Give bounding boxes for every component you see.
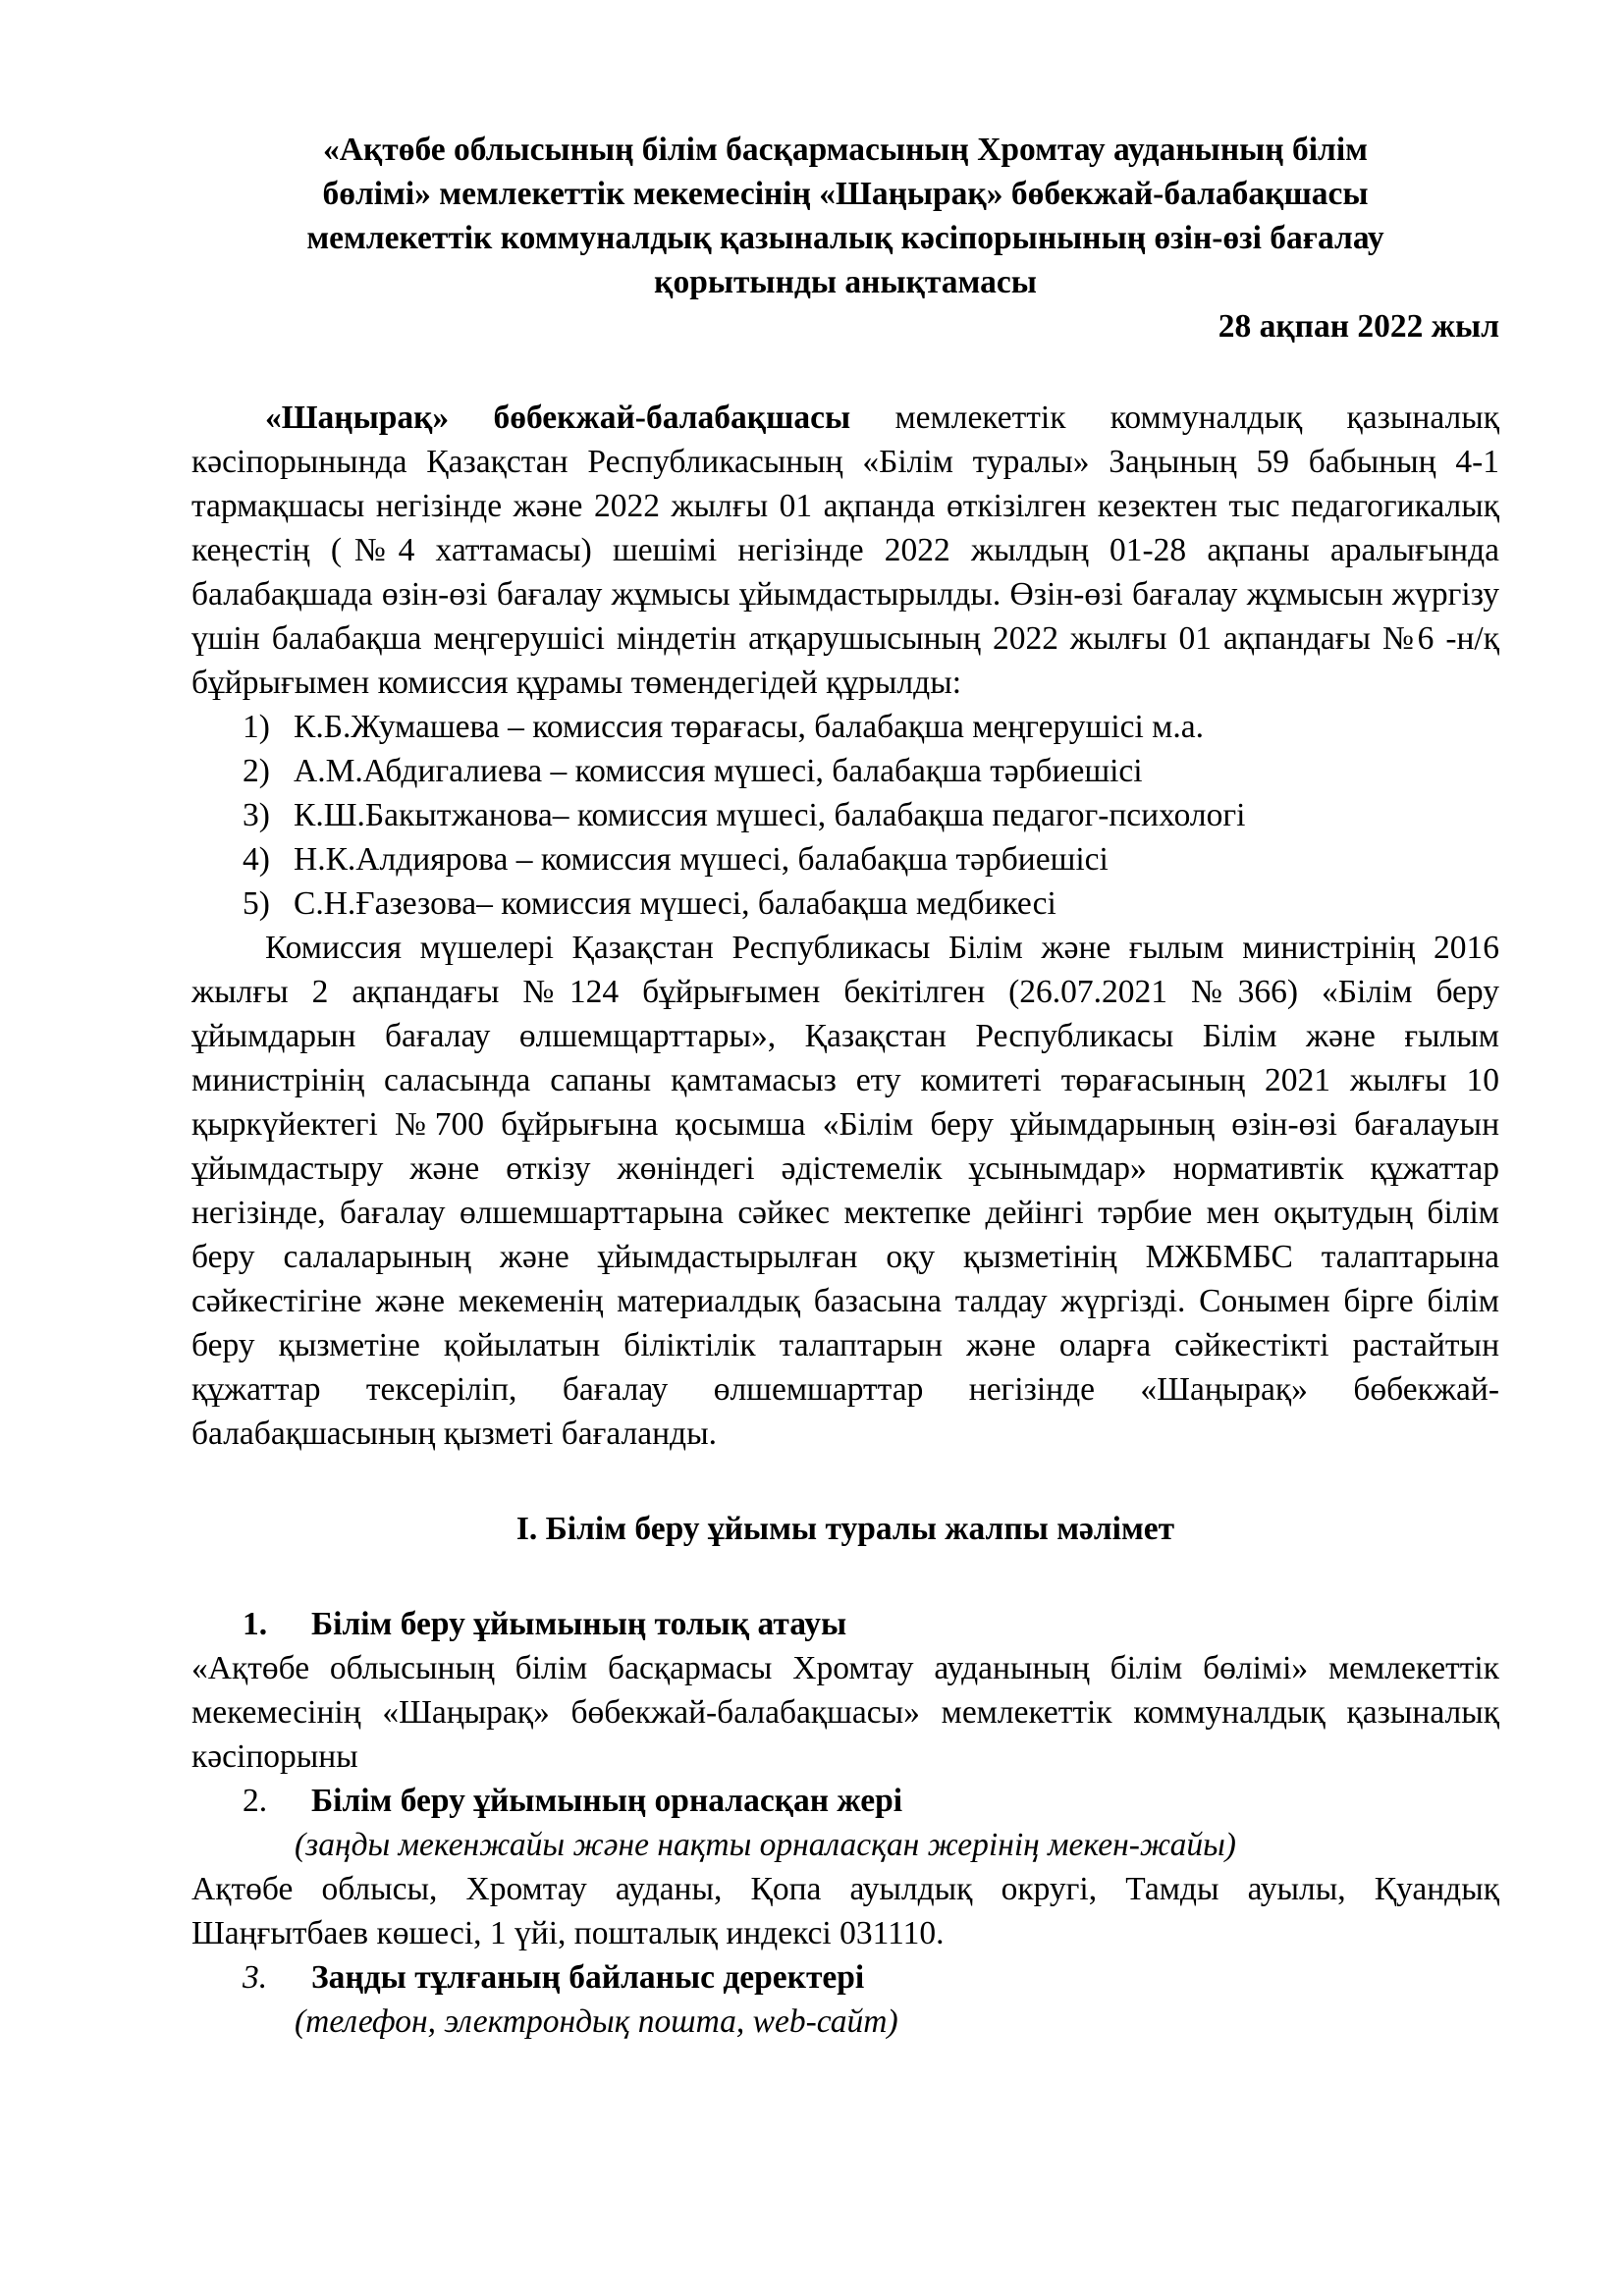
title-line-2: бөлімі» мемлекеттік мекемесінің «Шаңырақ» бөбекжай-балабақшасы [322,176,1369,212]
intro-bold-lead: «Шаңырақ» бөбекжай-балабақшасы [265,400,851,436]
item-3-note: (телефон, электрондық пошта, web-сайт) [295,2003,898,2040]
intro-text: мемлекеттік коммуналдық қазыналық кәсіпорынында Қазақстан Республикасының «Білім туралы» Заңының 59 бабының 4-1 тармақшасы негізінде және 2022 жылғы 01 ақпанда өткізілген кезектен тыс педагогикалық кеңестің (№4 хаттамасы) шешімі негізінде 2022 жылдың 01-28 ақпаны аралығында балабақшада өзін-өзі бағалау жұмысы ұйымдастырылды. Өзін-өзі бағалау жұмысын жүргізу үшін балабақша меңгерушісі міндетін атқарушысының 2022 жылғы 01 ақпандағы №6 -н/қ бұйрығымен комиссия құрамы төмендегідей құрылды: [191,400,1500,701]
document-date: 28 ақпан 2022 жыл [1218,308,1499,345]
item-2-text: Ақтөбе облысы, Хромтау ауданы, Қопа ауылдық округі, Тамды ауылы, Қуандық Шаңғытбаев көшесі, 1 үйі, пошталық индексі 031110. [191,1871,1499,1951]
commission-num: 1) [243,709,270,745]
section-1-title: I. Білім беру ұйымы туралы жалпы мәлімет [515,1511,1175,1547]
document-page [191,128,1499,2044]
commission-num: 4) [243,841,270,878]
commission-text: А.М.Абдигалиева – комиссия мүшесі, балабақша тәрбиешісі [294,753,1143,789]
commission-member [243,705,1499,749]
item-number: 2. [243,1783,268,1819]
commission-member [243,793,1499,837]
item-label: Білім беру ұйымының орналасқан жері [311,1783,903,1819]
item-number: 3. [243,1959,268,1996]
title-line-3: мемлекеттік коммуналдық қазыналық кәсіпорынының өзін-өзі бағалау [306,220,1384,256]
item-2-heading [191,1779,1499,1823]
commission-paragraph: Комиссия мүшелері Қазақстан Республикасы Білім және ғылым министрінің 2016 жылғы 2 ақпандағы №124 бұйрығымен бекітілген (26.07.2021 №366) «Білім беру ұйымдарын бағалау өлшемщарттары», Қазақстан Республикасы Білім және ғылым министрінің саласында сапаны қамтамасыз ету комитеті төрағасының 2021 жылғы 10 қыркүйектегі №700 бұйрығына қосымша «Білім беру ұйымдарының өзін-өзі бағалауын ұйымдастыру және өткізу жөніндегі әдістемелік ұсынымдар» нормативтік құжаттар негізінде, бағалау өлшемшарттарына сәйкес мектепке дейінгі тәрбие мен оқытудың білім беру салаларының және ұйымдастырылған оқу қызметінің МЖБМБС талаптарына сәйкестігіне және мекеменің материалдық базасына талдау жүргізді. Сонымен бірге білім беру қызметіне қойылатын біліктілік талаптарын және оларға сәйкестікті растайтын құжаттар тексеріліп, бағалау өлшемшарттар негізінде «Шаңырақ» бөбекжай-балабақшасының қызметі бағаланды. [191,930,1499,1452]
commission-list [191,705,1499,926]
commission-num: 3) [243,797,270,833]
commission-member [243,837,1499,881]
item-2-note: (заңды мекенжайы және нақты орналасқан жерінің мекен-жайы) [295,1827,1236,1863]
commission-num: 5) [243,885,270,922]
commission-num: 2) [243,753,270,789]
item-1-heading [191,1602,1499,1646]
intro-paragraph [191,396,1499,705]
item-number: 1. [243,1606,268,1642]
item-label: Заңды тұлғаның байланыс деректері [311,1959,865,1996]
title-line-1: «Ақтөбе облысының білім басқармасының Хромтау ауданының білім [323,132,1368,168]
document-title [191,128,1499,304]
commission-member [243,881,1499,926]
commission-text: К.Ш.Бакытжанова– комиссия мүшесі, балабақша педагог-психологі [294,797,1246,833]
item-1-text: «Ақтөбе облысының білім басқармасы Хромтау ауданының білім бөлімі» мемлекеттік мекемесінің «Шаңырақ» бөбекжай-балабақшасы» мемлекеттік коммуналдық қазыналық кәсіпорыны [191,1650,1499,1775]
commission-text: С.Н.Ғазезова– комиссия мүшесі, балабақша медбикесі [294,885,1056,922]
commission-member [243,749,1499,793]
title-line-4: қорытынды анықтамасы [654,264,1037,300]
commission-text: Н.К.Алдиярова – комиссия мүшесі, балабақша тәрбиешісі [294,841,1109,878]
item-label: Білім беру ұйымының толық атауы [311,1606,847,1642]
item-3-heading [191,1955,1499,2000]
commission-text: К.Б.Жумашева – комиссия төрағасы, балабақша меңгерушісі м.а. [294,709,1204,745]
